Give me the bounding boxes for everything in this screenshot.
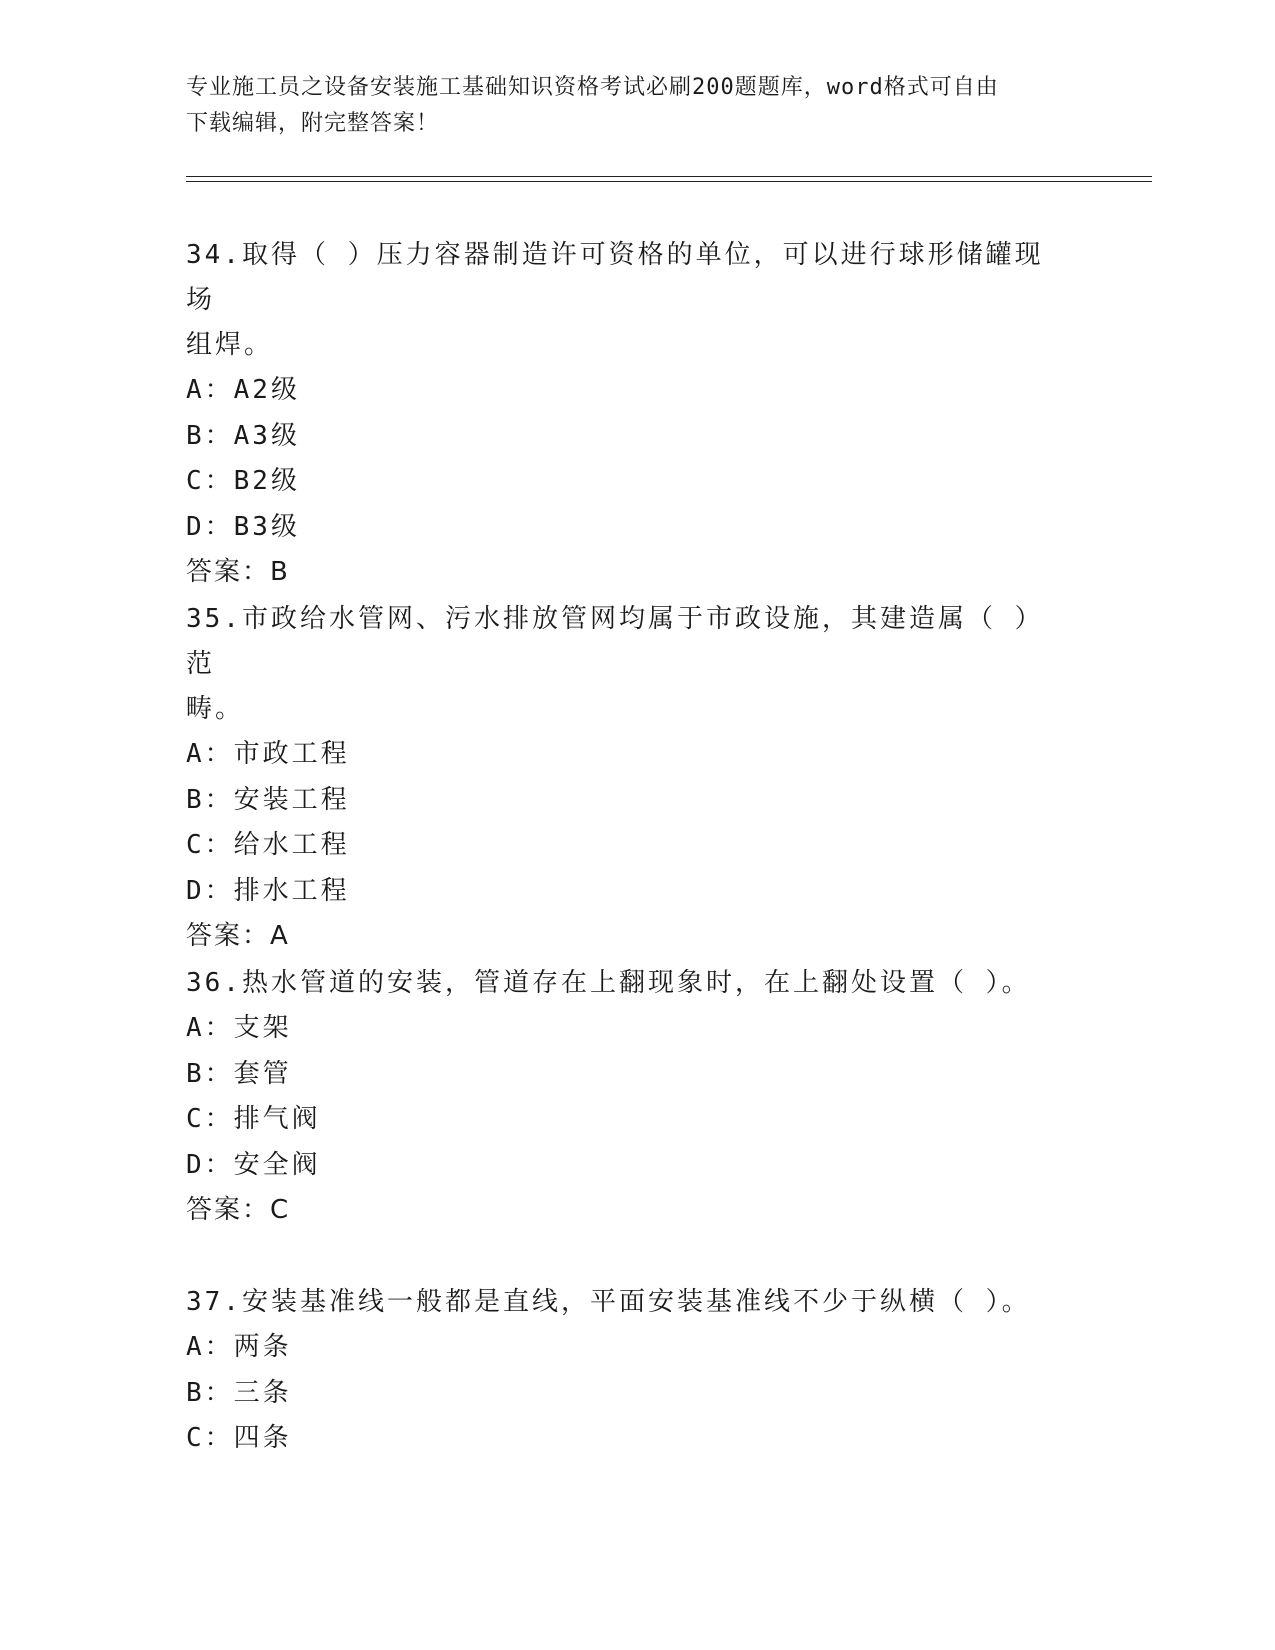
header-line-1: 专业施工员之设备安装施工基础知识资格考试必刷200题题库，word格式可自由: [186, 75, 999, 100]
question-36: [186, 961, 1066, 1233]
option-a: A：市政工程: [186, 739, 350, 769]
question-stem-line-1: 36.热水管道的安装，管道存在上翻现象时，在上翻处设置（ ）。: [186, 968, 1031, 998]
question-34: [186, 233, 1066, 595]
option-b: B：套管: [186, 1058, 292, 1089]
question-stem-line-1: 37.安装基准线一般都是直线，平面安装基准线不少于纵横（ ）。: [186, 1287, 1031, 1317]
option-d: D：排水工程: [186, 875, 350, 906]
option-b: B：三条: [186, 1377, 292, 1408]
question-stem-line-1: 35.市政给水管网、污水排放管网均属于市政设施，其建造属（ ）范: [186, 604, 1044, 679]
option-d: D：安全阀: [186, 1149, 321, 1180]
question-37: [186, 1280, 1066, 1462]
option-b: B：安装工程: [186, 784, 350, 815]
header-line-2: 下载编辑，附完整答案！: [186, 111, 440, 136]
question-35: [186, 597, 1066, 959]
document-header: [186, 70, 1066, 142]
header-divider-top: [186, 176, 1152, 177]
question-stem-line-2: 畴。: [186, 694, 245, 724]
header-divider-bottom: [186, 181, 1152, 182]
option-d: D：B3级: [186, 511, 300, 542]
answer-line: 答案：B: [186, 557, 290, 587]
option-c: C：B2级: [186, 466, 300, 496]
option-b: B：A3级: [186, 420, 300, 451]
answer-line: 答案：A: [186, 921, 290, 951]
option-c: C：排气阀: [186, 1104, 321, 1134]
answer-line: 答案：C: [186, 1195, 291, 1225]
option-c: C：给水工程: [186, 830, 350, 860]
option-a: A：支架: [186, 1013, 292, 1043]
question-stem-line-1: 34.取得（ ）压力容器制造许可资格的单位，可以进行球形储罐现场: [186, 240, 1044, 315]
question-stem-line-2: 组焊。: [186, 330, 274, 360]
option-a: A：A2级: [186, 375, 300, 405]
option-a: A：两条: [186, 1332, 292, 1362]
option-c: C：四条: [186, 1423, 292, 1453]
